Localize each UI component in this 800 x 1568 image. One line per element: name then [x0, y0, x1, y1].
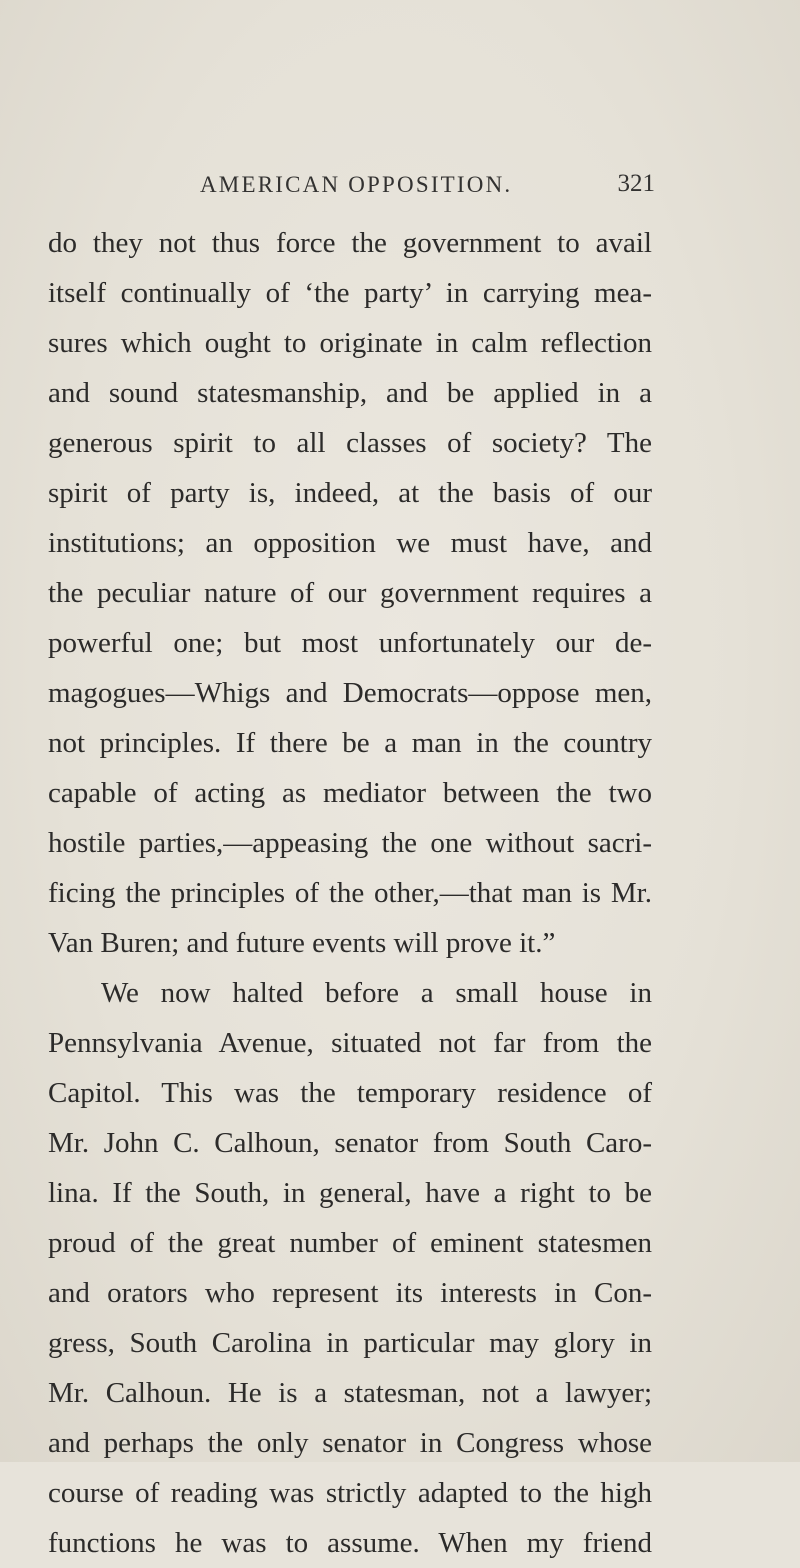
text-line: We now halted before a small house in	[101, 977, 652, 1009]
text-line: and perhaps the only senator in Congress whose	[48, 1427, 652, 1459]
text-line: powerful one; but most unfortunately our de-	[48, 627, 652, 659]
text-line: functions he was to assume. When my friend	[48, 1527, 652, 1559]
text-line: Mr. Calhoun. He is a statesman, not a lawyer;	[48, 1377, 652, 1409]
text-line: course of reading was strictly adapted to the high	[48, 1477, 652, 1509]
text-line: and orators who represent its interests in Con-	[48, 1277, 652, 1309]
text-line: not principles. If there be a man in the country	[48, 727, 652, 759]
text-line: Mr. John C. Calhoun, senator from South Caro-	[48, 1127, 652, 1159]
text-line: sures which ought to originate in calm reflection	[48, 327, 652, 359]
text-line: lina. If the South, in general, have a right to be	[48, 1177, 652, 1209]
text-line: itself continually of ‘the party’ in carrying mea-	[48, 277, 652, 309]
text-line: ficing the principles of the other,—that man is Mr.	[48, 877, 652, 909]
text-line: and sound statesmanship, and be applied in a	[48, 377, 652, 409]
text-line: Van Buren; and future events will prove it.”	[48, 927, 556, 959]
text-line: hostile parties,—appeasing the one without sacri-	[48, 827, 652, 859]
text-line: proud of the great number of eminent statesmen	[48, 1227, 652, 1259]
text-line: generous spirit to all classes of society? The	[48, 427, 652, 459]
text-line: spirit of party is, indeed, at the basis of our	[48, 477, 652, 509]
body-text	[48, 218, 652, 1568]
text-line: capable of acting as mediator between the two	[48, 777, 652, 809]
running-header: AMERICAN OPPOSITION.	[200, 172, 513, 197]
text-line: do they not thus force the government to avail	[48, 227, 652, 259]
text-line: Capitol. This was the temporary residence of	[48, 1077, 652, 1109]
text-line: Pennsylvania Avenue, situated not far from the	[48, 1027, 652, 1059]
text-line: gress, South Carolina in particular may glory in	[48, 1327, 652, 1359]
text-line: the peculiar nature of our government requires a	[48, 577, 652, 609]
text-line: institutions; an opposition we must have, and	[48, 527, 652, 559]
page-number: 321	[617, 170, 655, 197]
text-line: magogues—Whigs and Democrats—oppose men,	[48, 677, 652, 709]
